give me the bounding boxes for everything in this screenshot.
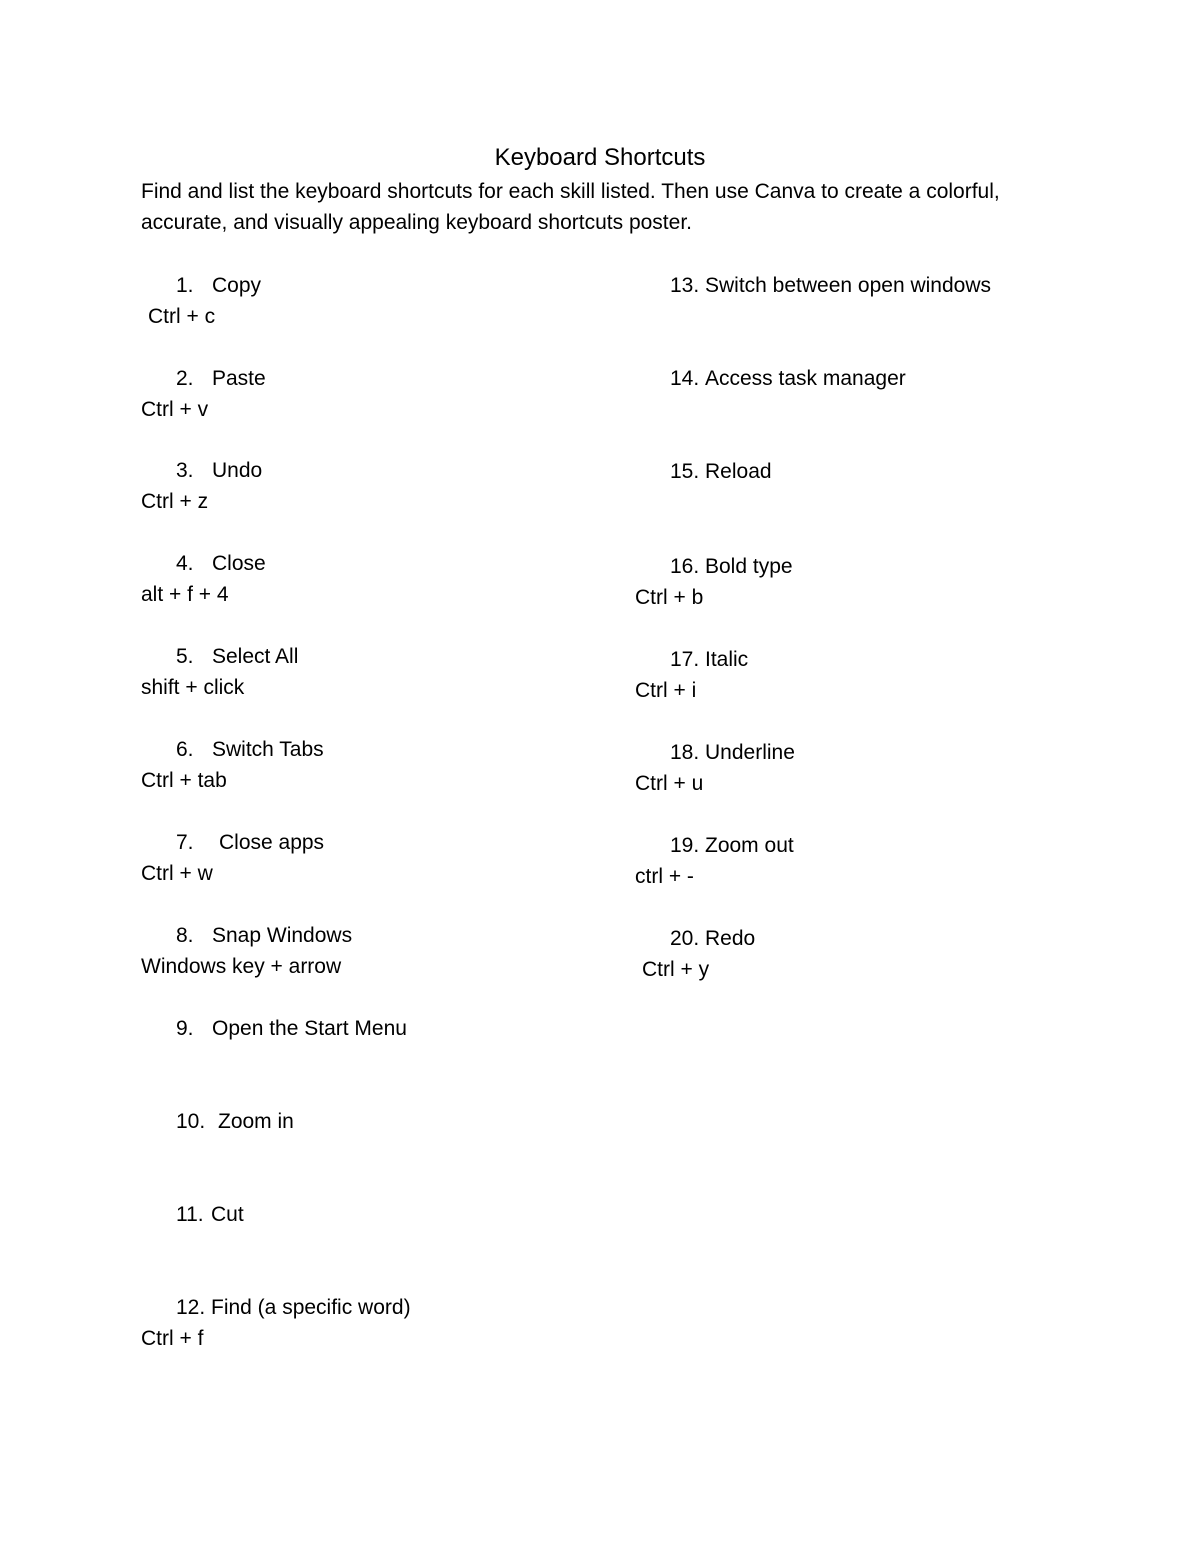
list-item	[176, 548, 266, 579]
item-label: Copy	[212, 274, 262, 297]
list-item	[176, 1199, 244, 1230]
list-item	[176, 641, 298, 672]
shortcut-answer: alt + f + 4	[141, 583, 229, 606]
item-number: 7.	[176, 831, 194, 854]
item-number: 6.	[176, 738, 194, 761]
item-number: 12.	[176, 1296, 206, 1319]
item-label: Reload	[705, 460, 772, 483]
item-label: Switch Tabs	[212, 738, 324, 761]
list-item	[670, 644, 748, 675]
item-number: 18.	[670, 741, 700, 764]
item-number: 8.	[176, 924, 194, 947]
list-item	[670, 456, 772, 487]
item-label: Zoom out	[705, 834, 794, 857]
item-number: 16.	[670, 555, 700, 578]
shortcut-answer: Ctrl + u	[635, 772, 704, 795]
list-item	[176, 270, 261, 301]
item-label: Paste	[212, 367, 266, 390]
shortcut-answer: Ctrl + w	[141, 862, 213, 885]
item-number: 20.	[670, 927, 700, 950]
item-number: 1.	[176, 274, 194, 297]
item-number: 5.	[176, 645, 194, 668]
shortcut-answer: Windows key + arrow	[141, 955, 342, 978]
list-item	[176, 1106, 294, 1137]
shortcut-answer: Ctrl + tab	[141, 769, 227, 792]
item-number: 19.	[670, 834, 700, 857]
instructions-paragraph: Find and list the keyboard shortcuts for each skill listed. Then use Canva to create a colorful, accurate, and visually appealing keyboard shortcuts poster.	[141, 180, 1000, 234]
shortcut-answer: Ctrl + y	[642, 958, 710, 981]
shortcut-answer: ctrl + -	[635, 865, 694, 888]
item-label: Italic	[705, 648, 749, 671]
item-label: Snap Windows	[212, 924, 353, 947]
item-label: Zoom in	[218, 1110, 294, 1133]
item-label: Underline	[705, 741, 795, 764]
item-number: 10.	[176, 1110, 206, 1133]
shortcut-answer: shift + click	[141, 676, 245, 699]
shortcut-answer: Ctrl + v	[141, 398, 209, 421]
item-label: Find (a specific word)	[211, 1296, 411, 1319]
item-label: Close	[212, 552, 266, 575]
item-label: Redo	[705, 927, 756, 950]
item-number: 9.	[176, 1017, 194, 1040]
list-item	[670, 270, 991, 301]
shortcut-answer: Ctrl + i	[635, 679, 697, 702]
list-item	[670, 551, 793, 582]
item-label: Switch between open windows	[705, 274, 992, 297]
list-item	[670, 737, 795, 768]
list-item	[176, 827, 324, 858]
list-item	[670, 923, 755, 954]
item-number: 11.	[176, 1203, 204, 1226]
shortcut-answer: Ctrl + c	[148, 305, 216, 328]
item-number: 3.	[176, 459, 194, 482]
document-title: Keyboard Shortcuts	[494, 144, 706, 171]
list-item	[176, 455, 262, 486]
item-label: Access task manager	[705, 367, 906, 390]
item-label: Open the Start Menu	[212, 1017, 407, 1040]
item-number: 14.	[670, 367, 700, 390]
list-item	[670, 830, 794, 861]
item-label: Cut	[211, 1203, 244, 1226]
list-item	[176, 920, 352, 951]
shortcut-answer: Ctrl + f	[141, 1327, 204, 1350]
item-number: 15.	[670, 460, 700, 483]
list-item	[176, 1013, 407, 1044]
item-label: Close apps	[219, 831, 325, 854]
item-label: Bold type	[705, 555, 793, 578]
item-number: 17.	[670, 648, 700, 671]
item-number: 13.	[670, 274, 700, 297]
list-item	[176, 363, 266, 394]
shortcut-answer: Ctrl + b	[635, 586, 704, 609]
item-number: 4.	[176, 552, 194, 575]
list-item	[670, 363, 906, 394]
item-label: Undo	[212, 459, 263, 482]
item-label: Select All	[212, 645, 299, 668]
shortcut-answer: Ctrl + z	[141, 490, 209, 513]
item-number: 2.	[176, 367, 194, 390]
list-item	[176, 734, 324, 765]
list-item	[176, 1292, 411, 1323]
